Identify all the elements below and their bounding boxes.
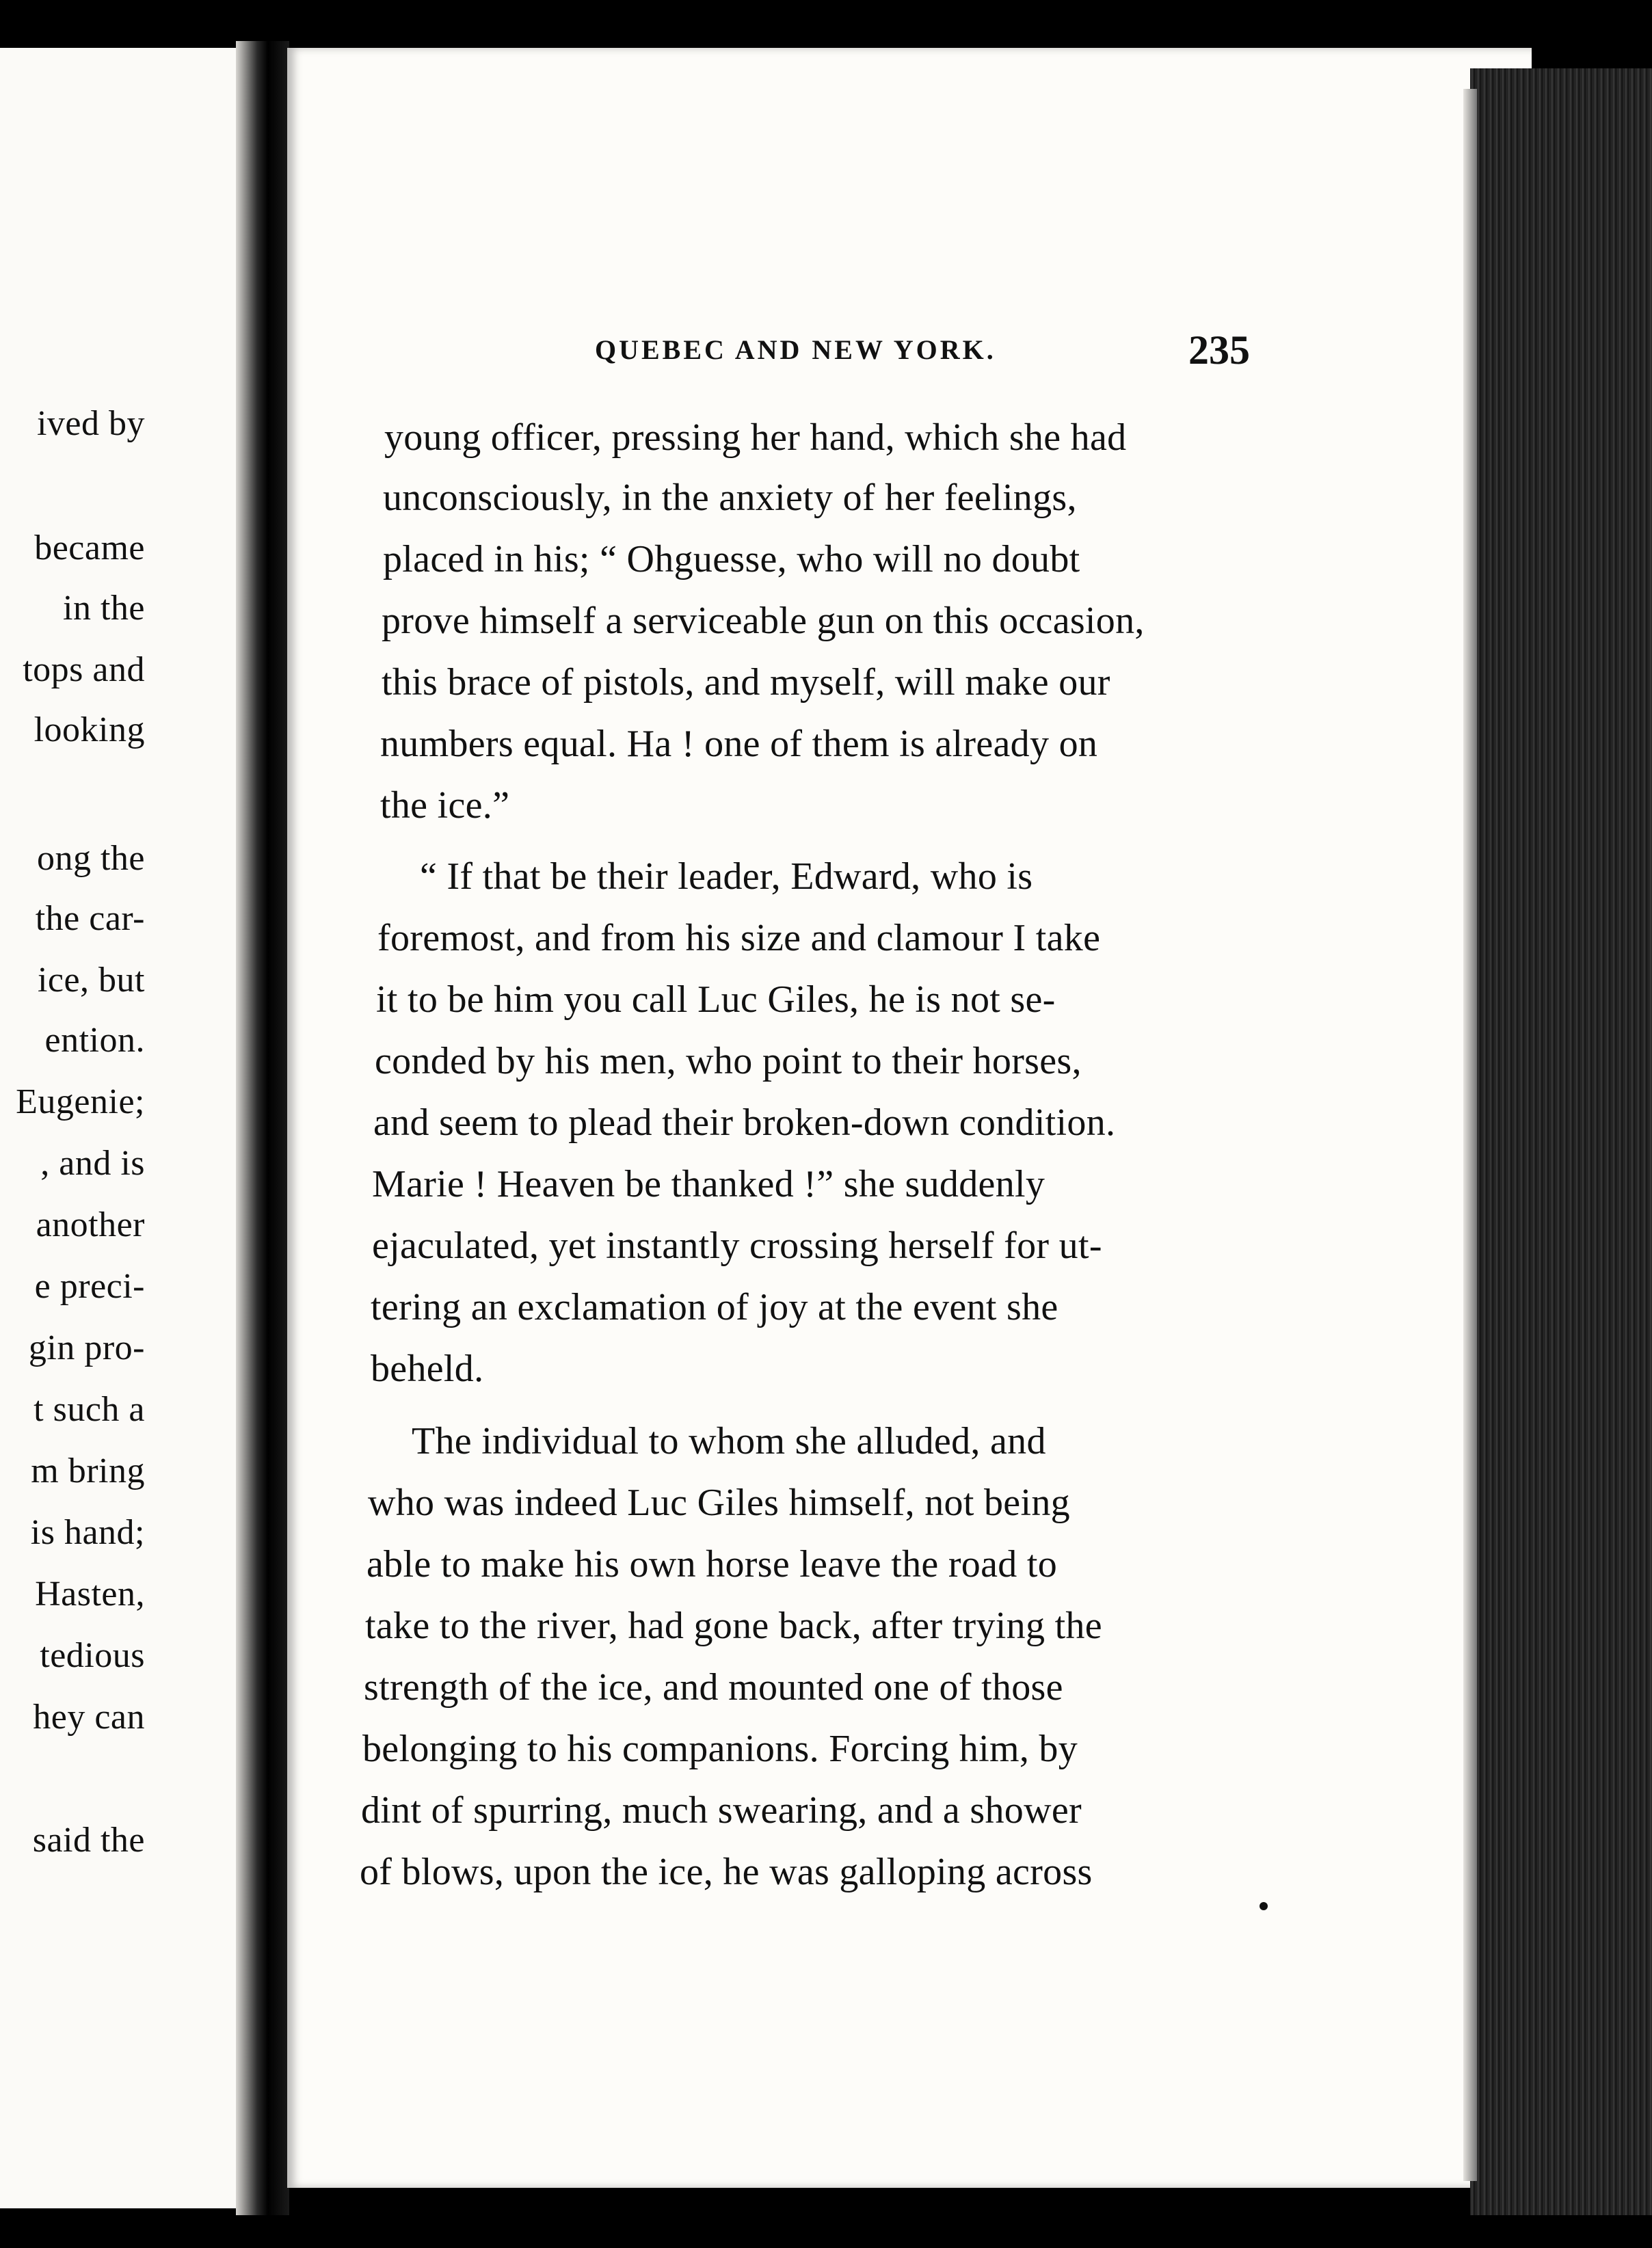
left-page-line: the car-: [35, 899, 145, 938]
body-line: placed in his; “ Ohguesse, who will no doubt: [383, 538, 1080, 580]
body-line: prove himself a serviceable gun on this occasion,: [382, 600, 1145, 642]
body-line: The individual to whom she alluded, and: [412, 1420, 1046, 1462]
left-page-line: hey can: [33, 1698, 145, 1737]
body-line: of blows, upon the ice, he was galloping across: [360, 1851, 1093, 1893]
left-page-line: said the: [32, 1821, 145, 1860]
left-page-line: tedious: [40, 1636, 145, 1675]
body-line: “ If that be their leader, Edward, who is: [420, 855, 1033, 898]
left-page-line: Hasten,: [35, 1575, 145, 1614]
left-page-line: Eugenie;: [16, 1082, 145, 1121]
left-page-line: is hand;: [30, 1513, 145, 1552]
page-edge-stack: [1470, 68, 1652, 2215]
body-line: numbers equal. Ha ! one of them is already on: [380, 723, 1098, 765]
body-line: and seem to plead their broken-down condition.: [373, 1101, 1116, 1144]
left-page-line: tops and: [23, 650, 145, 689]
left-page-line: ong the: [36, 839, 145, 878]
left-page-line: e preci-: [34, 1267, 145, 1306]
left-page-line: another: [36, 1205, 145, 1244]
ink-speck: [1260, 1902, 1268, 1910]
body-line: Marie ! Heaven be thanked !” she suddenly: [372, 1163, 1045, 1205]
page-edge-highlight: [1463, 89, 1477, 2181]
body-line: the ice.”: [380, 784, 510, 827]
body-line: conded by his men, who point to their horses,: [375, 1040, 1082, 1082]
body-line: beheld.: [371, 1348, 484, 1390]
body-line: dint of spurring, much swearing, and a shower: [361, 1789, 1082, 1832]
left-page-line: , and is: [40, 1144, 145, 1183]
body-line: strength of the ice, and mounted one of those: [364, 1666, 1063, 1709]
running-head: QUEBEC AND NEW YORK.: [595, 334, 996, 365]
book-gutter: [236, 41, 289, 2215]
body-line: who was indeed Luc Giles himself, not being: [368, 1482, 1070, 1524]
left-page-line: t such a: [34, 1390, 145, 1429]
body-line: this brace of pistols, and myself, will make our: [382, 661, 1110, 704]
body-line: able to make his own horse leave the road to: [367, 1543, 1057, 1585]
body-line: belonging to his companions. Forcing him, by: [362, 1728, 1078, 1770]
page-number: 235: [1188, 327, 1250, 373]
body-line: it to be him you call Luc Giles, he is not se-: [376, 978, 1056, 1021]
left-page-line: ived by: [36, 404, 145, 443]
body-line: young officer, pressing her hand, which she had: [384, 416, 1127, 459]
left-page-line: became: [34, 528, 145, 567]
body-line: take to the river, had gone back, after trying the: [365, 1605, 1102, 1647]
body-line: tering an exclamation of joy at the event she: [371, 1286, 1058, 1328]
left-page-line: ice, but: [37, 961, 145, 1000]
left-facing-page: [0, 48, 246, 2208]
left-page-line: m bring: [31, 1451, 145, 1490]
body-line: ejaculated, yet instantly crossing herself for ut-: [372, 1225, 1102, 1267]
body-line: foremost, and from his size and clamour I take: [377, 917, 1101, 959]
body-line: unconsciously, in the anxiety of her feelings,: [383, 477, 1077, 519]
left-page-line: gin pro-: [28, 1328, 145, 1367]
left-page-line: ention.: [44, 1021, 145, 1060]
left-page-line: looking: [34, 710, 145, 749]
left-page-line: in the: [63, 589, 145, 628]
